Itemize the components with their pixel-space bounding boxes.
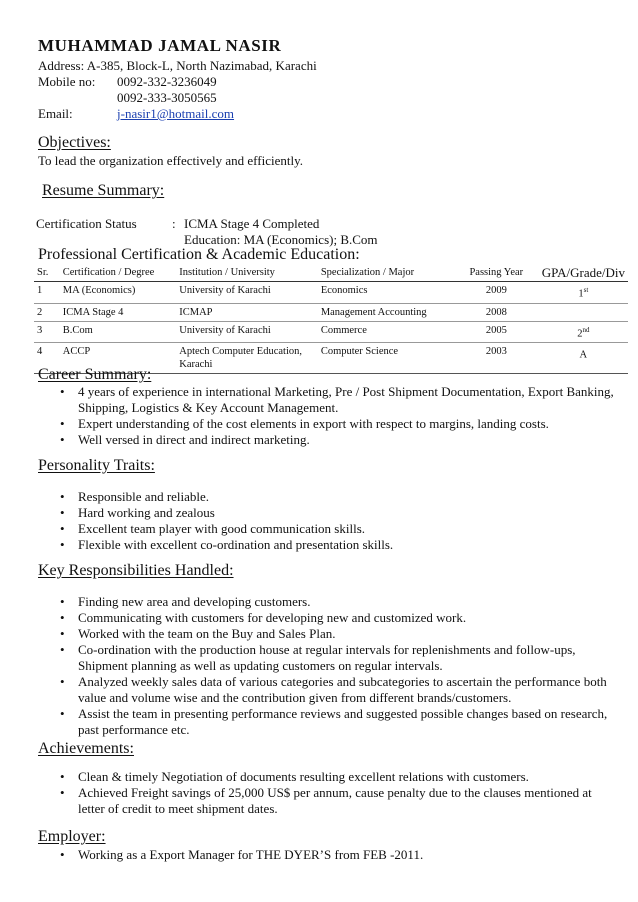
col-header-institution: Institution / University	[179, 266, 275, 278]
col-header-degree: Certification / Degree	[62, 266, 155, 278]
list-item-text: Excellent team player with good communication skills.	[78, 521, 366, 536]
candidate-name: MUHAMMAD JAMAL NASIR	[38, 36, 282, 55]
list-item	[56, 847, 618, 863]
bullet-icon: •	[60, 505, 65, 520]
list-item	[56, 594, 618, 610]
objectives-text: To lead the organization effectively and efficiently.	[38, 153, 304, 168]
list-item-text: Flexible with excellent co-ordination and presentation skills.	[78, 537, 394, 552]
summary-education: Education: MA (Economics); B.Com	[184, 232, 378, 247]
career-summary-heading: Career Summary:	[38, 366, 152, 383]
achievements-heading: Achievements:	[38, 740, 134, 757]
cell-institution: Aptech Computer Education, Karachi	[179, 346, 302, 370]
grade-suffix: nd	[582, 325, 590, 334]
list-item	[56, 674, 618, 706]
cell-grade	[539, 282, 628, 304]
cell-major: Computer Science	[320, 346, 399, 357]
list-item-text: Analyzed weekly sales data of various categories and subcategories to ascertain the performance both value and volume wise and the contribution given from different brands/customers.	[78, 674, 607, 705]
bullet-icon: •	[60, 610, 65, 625]
bullet-icon: •	[60, 626, 65, 641]
grade-value: A	[579, 349, 588, 361]
cell-grade	[539, 321, 628, 343]
achievements-list	[56, 769, 618, 817]
mobile-label: Mobile no:	[38, 74, 96, 89]
list-item-text: Achieved Freight savings of 25,000 US$ per annum, cause penalty due to the clauses mentioned at letter of credit to meet shipment dates.	[78, 785, 592, 816]
employer-list	[56, 847, 618, 863]
col-header-sr: Sr.	[37, 266, 49, 278]
key-responsibilities-heading: Key Responsibilities Handled:	[38, 562, 234, 579]
bullet-icon: •	[60, 769, 65, 784]
email-link[interactable]: j-nasir1@hotmail.com	[117, 106, 235, 121]
bullet-icon: •	[60, 847, 65, 862]
list-item	[56, 489, 618, 505]
list-item	[56, 706, 618, 738]
list-item-text: Worked with the team on the Buy and Sales Plan.	[78, 626, 336, 641]
table-row	[34, 321, 628, 343]
cell-degree: B.Com	[62, 324, 93, 336]
list-item	[56, 432, 618, 448]
cell-major: Management Accounting	[320, 306, 427, 318]
list-item	[56, 537, 618, 553]
objectives-heading: Objectives:	[38, 134, 111, 151]
education-table	[34, 263, 628, 374]
cell-major: Commerce	[320, 324, 367, 336]
list-item-text: Expert understanding of the cost elements in export with respect to margins, landing costs.	[78, 416, 549, 431]
col-header-major: Specialization / Major	[320, 266, 415, 278]
bullet-icon: •	[60, 706, 65, 721]
career-summary-list	[56, 384, 618, 448]
list-item-text: Working as a Export Manager for THE DYER’S from FEB -2011.	[78, 847, 424, 862]
mobile-number-1: 0092-332-3236049	[117, 74, 217, 89]
list-item-text: Clean & timely Negotiation of documents resulting excellent relations with customers.	[78, 769, 529, 784]
list-item	[56, 505, 618, 521]
personality-traits-list	[56, 489, 618, 553]
cell-sr: 4	[37, 346, 43, 357]
employer-heading: Employer:	[38, 828, 106, 845]
list-item-text: Assist the team in presenting performance reviews and suggested possible changes based on research, past performance etc.	[78, 706, 608, 737]
cell-institution: ICMAP	[179, 306, 213, 318]
address: Address: A-385, Block-L, North Nazimabad, Karachi	[38, 58, 317, 73]
list-item	[56, 384, 618, 416]
bullet-icon: •	[60, 521, 65, 536]
list-item	[56, 785, 618, 817]
bullet-icon: •	[60, 642, 65, 657]
cell-year: 2005	[485, 324, 507, 336]
summary-certification: ICMA Stage 4 Completed	[184, 216, 320, 231]
bullet-icon: •	[60, 537, 65, 552]
cell-sr: 3	[37, 324, 43, 336]
cell-degree: MA (Economics)	[62, 285, 136, 296]
cell-institution: University of Karachi	[179, 285, 271, 296]
cell-grade	[539, 343, 628, 374]
list-item	[56, 642, 618, 674]
list-item	[56, 769, 618, 785]
resume-summary-heading: Resume Summary:	[42, 182, 165, 199]
cell-grade	[539, 303, 628, 321]
bullet-icon: •	[60, 785, 65, 800]
list-item-text: Co-ordination with the production house at regular intervals for replenishments and follow-ups, Shipment planning as well as updating customers on regular intervals.	[78, 642, 576, 673]
cell-degree: ICMA Stage 4	[62, 306, 124, 318]
list-item-text: Hard working and zealous	[78, 505, 215, 520]
bullet-icon: •	[60, 674, 65, 689]
cell-sr: 2	[37, 306, 43, 318]
list-item-text: 4 years of experience in international Marketing, Pre / Post Shipment Documentation, Export Banking, Shipping, Logistics & Key Account Management.	[78, 384, 614, 415]
bullet-icon: •	[60, 432, 65, 447]
bullet-icon: •	[60, 489, 65, 504]
list-item-text: Responsible and reliable.	[78, 489, 210, 504]
grade-suffix: st	[583, 286, 589, 294]
table-header-row	[34, 263, 628, 282]
bullet-icon: •	[60, 384, 65, 399]
list-item-text: Communicating with customers for developing new and customized work.	[78, 610, 467, 625]
cell-institution: University of Karachi	[179, 324, 271, 336]
cell-major: Economics	[320, 285, 368, 296]
cell-year: 2008	[485, 306, 507, 318]
summary-colon: :	[172, 216, 176, 231]
bullet-icon: •	[60, 594, 65, 609]
personality-traits-heading: Personality Traits:	[38, 457, 155, 474]
education-heading: Professional Certification & Academic Education:	[38, 246, 360, 263]
list-item	[56, 626, 618, 642]
bullet-icon: •	[60, 416, 65, 431]
list-item-text: Well versed in direct and indirect marketing.	[78, 432, 310, 447]
cell-year: 2009	[485, 285, 507, 296]
table-row	[34, 303, 628, 321]
certification-status-label: Certification Status	[36, 216, 137, 231]
col-header-grade: GPA/Grade/Div	[541, 264, 625, 280]
mobile-number-2: 0092-333-3050565	[117, 90, 217, 105]
email-label: Email:	[38, 106, 73, 121]
cell-degree: ACCP	[62, 346, 91, 357]
grade-value: 1	[578, 288, 584, 300]
key-responsibilities-list	[56, 594, 618, 738]
table-row	[34, 282, 628, 304]
col-header-year: Passing Year	[469, 266, 524, 278]
cell-year: 2003	[485, 346, 507, 357]
list-item-text: Finding new area and developing customers.	[78, 594, 311, 609]
list-item	[56, 416, 618, 432]
list-item	[56, 521, 618, 537]
cell-sr: 1	[37, 285, 43, 296]
grade-value: 2	[577, 328, 583, 339]
list-item	[56, 610, 618, 626]
